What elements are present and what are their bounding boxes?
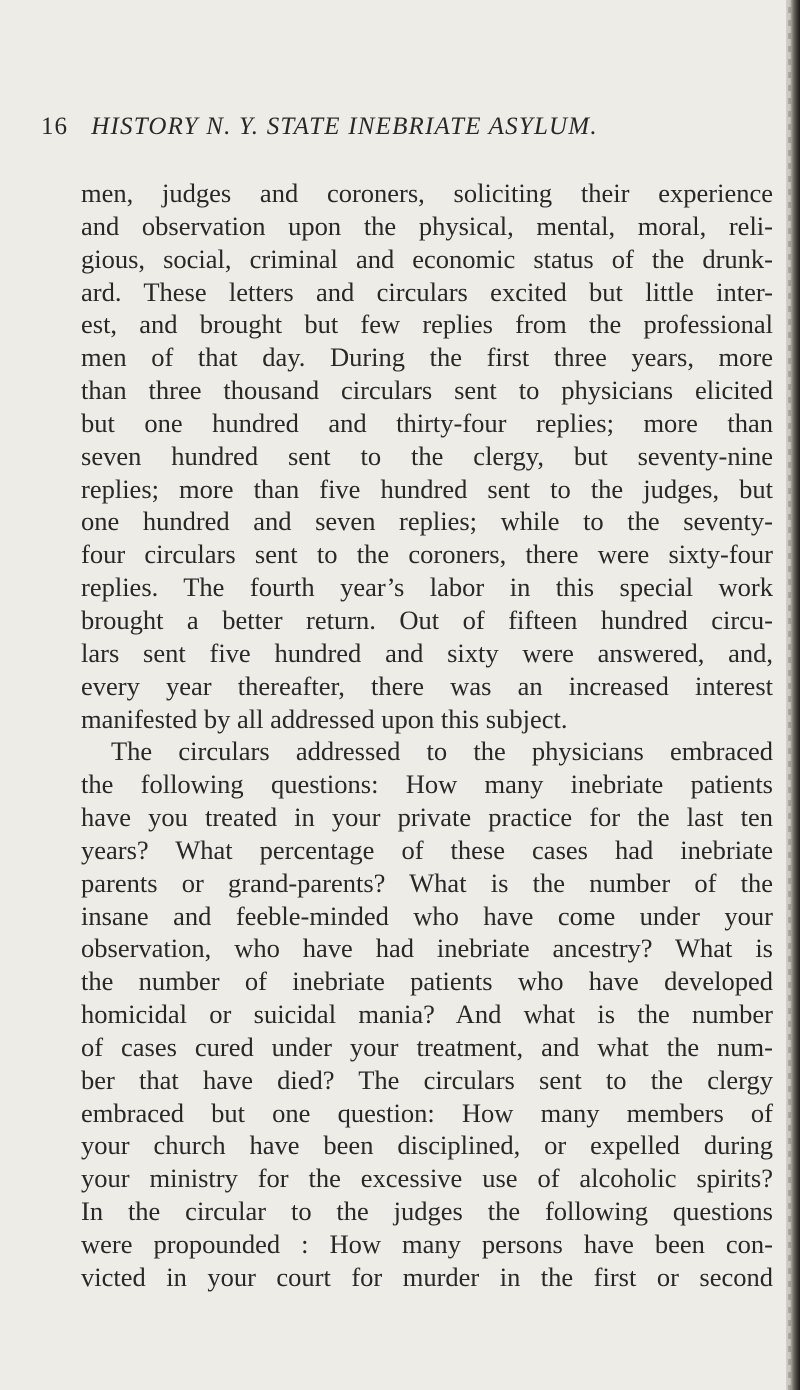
text-line: observation, who have had inebriate ancestry? What is — [81, 933, 773, 964]
text-line: In the circular to the judges the following questions — [81, 1196, 773, 1227]
text-line: your church have been disciplined, or expelled during — [81, 1130, 773, 1161]
text-line: years? What percentage of these cases had inebriate — [81, 834, 773, 865]
text-line: replies; more than five hundred sent to the judges, but — [81, 473, 773, 504]
text-line: the number of inebriate patients who have developed — [81, 966, 773, 997]
text-line: of cases cured under your treatment, and what the num- — [81, 1031, 773, 1062]
text-line: every year thereafter, there was an increased interest — [81, 670, 773, 701]
text-line: and observation upon the physical, mental, moral, reli- — [81, 210, 773, 241]
text-line: replies. The fourth year’s labor in this special work — [81, 572, 773, 603]
text-line: were propounded : How many persons have been con- — [81, 1229, 773, 1259]
text-line: brought a better return. Out of fifteen hundred circu- — [81, 604, 773, 635]
text-line: lars sent five hundred and sixty were answered, and, — [81, 637, 773, 668]
text-line: than three thousand circulars sent to physicians elicited — [81, 375, 773, 406]
text-line: the following questions: How many inebriate patients — [81, 769, 773, 800]
text-line: seven hundred sent to the clergy, but seventy-nine — [81, 440, 773, 471]
text-line: ber that have died? The circulars sent to the clergy — [81, 1064, 773, 1095]
text-line: one hundred and seven replies; while to the seventy- — [81, 506, 773, 537]
text-line: embraced but one question: How many members of — [81, 1097, 773, 1128]
text-line: parents or grand-parents? What is the number of the — [81, 867, 773, 898]
text-line: but one hundred and thirty-four replies; more than — [81, 407, 773, 438]
text-line: your ministry for the excessive use of alcoholic spirits? — [81, 1163, 773, 1194]
text-line: gious, social, criminal and economic status of the drunk- — [81, 243, 773, 274]
text-line: ard. These letters and circulars excited but little inter- — [81, 276, 773, 307]
text-line: have you treated in your private practice for the last ten — [81, 802, 773, 833]
text-line: est, and brought but few replies from the professional — [81, 309, 773, 340]
page-number: 16 — [41, 113, 68, 140]
text-line: men, judges and coroners, soliciting their experience — [81, 178, 773, 208]
running-title: HISTORY N. Y. STATE INEBRIATE ASYLUM. — [91, 113, 598, 140]
text-line: men of that day. During the first three years, more — [81, 342, 773, 373]
text-line: victed in your court for murder in the first or second — [81, 1261, 773, 1292]
text-line: insane and feeble-minded who have come under your — [81, 900, 773, 931]
book-binding-edge — [786, 0, 800, 1390]
page-header — [41, 107, 741, 147]
text-line: four circulars sent to the coroners, there were sixty-four — [81, 539, 773, 570]
text-line: homicidal or suicidal mania? And what is the number — [81, 999, 773, 1030]
body-text — [81, 177, 773, 1294]
text-line: The circulars addressed to the physicians embraced — [111, 736, 773, 767]
text-line: manifested by all addressed upon this subject. — [81, 703, 568, 734]
